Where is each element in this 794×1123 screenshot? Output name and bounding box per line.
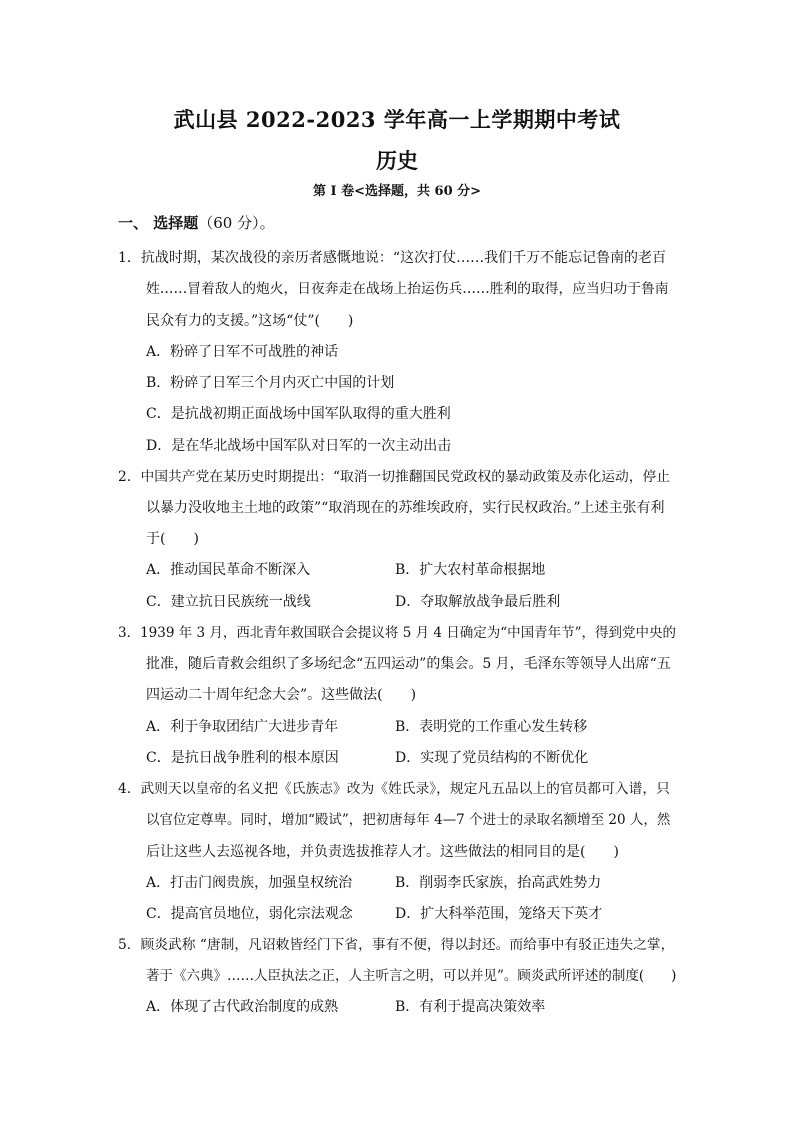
exam-subject: 历史 [376, 148, 418, 173]
question-3-option-a: A．利于争取团结广大进步青年 [146, 719, 339, 735]
question-1-option-c: C．是抗战初期正面战场中国军队取得的重大胜利 [146, 406, 451, 422]
question-2-line-3: 于( ) [146, 531, 199, 547]
question-4-line-3: 后让这些人去巡视各地，并负责选拔推荐人才。这些做法的相同目的是( ) [146, 844, 619, 860]
section-points: （60 分）。 [198, 214, 275, 232]
question-2-option-a: A．推动国民革命不断深入 [146, 562, 311, 578]
question-3-line-2: 批准，随后青救会组织了多场纪念“五四运动”的集会。5 月，毛泽东等领导人出席“五 [146, 656, 671, 672]
question-3-option-d: D．实现了党员结构的不断优化 [395, 750, 589, 766]
question-4-option-a: A．打击门阀贵族，加强皇权统治 [146, 875, 353, 891]
question-5-line-2: 著于《六典》……人臣执法之正，人主听言之明，可以并见”。顾炎武所评述的制度( ) [146, 968, 677, 984]
question-3-option-b: B．表明党的工作重心发生转移 [395, 719, 588, 735]
question-3-option-c: C．是抗日战争胜利的根本原因 [146, 750, 339, 766]
question-1-option-b: B．粉碎了日军三个月内灭亡中国的计划 [146, 375, 395, 391]
question-2-option-c: C．建立抗日民族统一战线 [146, 594, 311, 610]
question-2-option-d: D．夺取解放战争最后胜利 [395, 594, 561, 610]
question-5-line-1: 5．顾炎武称 “唐制，凡诏敕皆经门下省，事有不便，得以封还。而给事中有驳正违失之掌， [118, 937, 675, 953]
question-2-line-1: 2．中国共产党在某历史时期提出：“取消一切推翻国民党政权的暴动政策及赤化运动，停止 [118, 469, 671, 485]
question-1-line-1: 1．抗战时期，某次战役的亲历者感慨地说：“这次打仗……我们千万不能忘记鲁南的老百 [118, 250, 667, 266]
question-5-option-a: A．体现了古代政治制度的成熟 [146, 999, 339, 1015]
question-1-line-2: 姓……冒着敌人的炮火，日夜奔走在战场上抬运伤兵……胜利的取得，应当归功于鲁南 [146, 281, 669, 297]
question-1-line-3: 民众有力的支援。”这场“仗”( ) [146, 313, 354, 329]
volume-heading: 第 I 卷<选择题，共 60 分> [312, 184, 482, 199]
question-4-line-1: 4．武则天以皇帝的名义把《氏族志》改为《姓氏录》，规定凡五品以上的官员都可入谱，只 [118, 781, 670, 797]
question-4-line-2: 以官位定尊卑。同时，增加“殿试”，把初唐每年 4—7 个进士的录取名额增至 20 人，然 [146, 812, 671, 828]
question-4-option-d: D．扩大科举范围，笼络天下英才 [395, 906, 603, 922]
question-5-option-b: B．有利于提高决策效率 [395, 999, 546, 1015]
exam-title: 武山县 2022-2023 学年高一上学期期中考试 [173, 107, 621, 132]
question-2-line-2: 以暴力没收地主土地的政策”“取消现在的苏维埃政府，实行民权政治。”上述主张有利 [146, 500, 665, 516]
question-3-line-3: 四运动二十周年纪念大会”。这些做法( ) [146, 687, 417, 703]
question-1-option-a: A．粉碎了日军不可战胜的神话 [146, 344, 339, 360]
question-1-option-d: D．是在华北战场中国军队对日军的一次主动出击 [146, 438, 452, 454]
question-4-option-b: B．削弱李氏家族，抬高武姓势力 [395, 875, 602, 891]
section-title: 一、 选择题 [118, 214, 199, 232]
question-3-line-1: 3．1939 年 3 月，西北青年救国联合会提议将 5 月 4 日确定为“中国青年节”，得到党中央的 [118, 625, 677, 641]
question-4-option-c: C．提高官员地位，弱化宗法观念 [146, 906, 353, 922]
question-2-option-b: B．扩大农村革命根据地 [395, 562, 546, 578]
section-heading [118, 212, 275, 233]
